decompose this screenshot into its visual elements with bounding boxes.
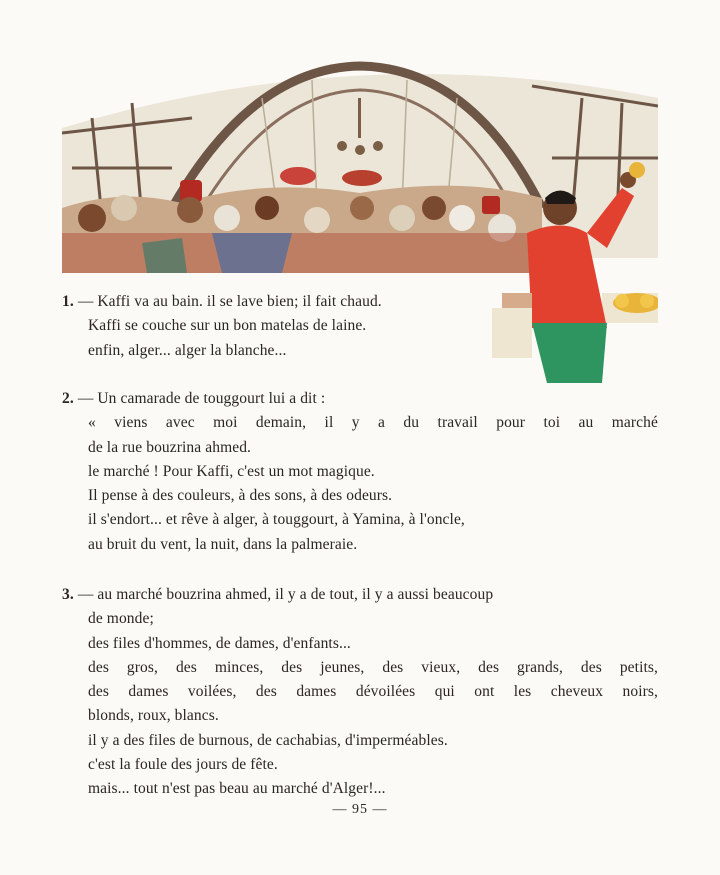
- paragraph-number: 2.: [62, 390, 74, 407]
- text-line: [62, 583, 658, 607]
- line-text: — au marché bouzrina ahmed, il y a de tout, il y a aussi beaucoup: [77, 586, 494, 603]
- text-line: le marché ! Pour Kaffi, c'est un mot magique.: [88, 462, 375, 480]
- line-text: — Un camarade de touggourt lui a dit :: [77, 390, 326, 407]
- paragraph-2: [62, 387, 658, 557]
- text-line: de la rue bouzrina ahmed.: [88, 438, 252, 456]
- text-line: de monde;: [88, 610, 154, 628]
- text-line: [62, 387, 658, 411]
- text-line: mais... tout n'est pas beau au marché d'Alger!...: [88, 780, 386, 798]
- paragraph-number: 1.: [62, 293, 74, 310]
- paragraph-number: 3.: [62, 586, 74, 603]
- text-line: Il pense à des couleurs, à des sons, à des odeurs.: [88, 487, 393, 505]
- text-line: enfin, alger... alger la blanche...: [88, 341, 287, 359]
- text-line: blonds, roux, blancs.: [88, 707, 219, 725]
- text-line: « viens avec moi demain, il y a du travail pour toi au marché: [88, 414, 658, 432]
- text-line: au bruit du vent, la nuit, dans la palmeraie.: [88, 535, 358, 553]
- text-line: des files d'hommes, de dames, d'enfants...: [88, 634, 351, 652]
- page-number: — 95 —: [332, 802, 388, 817]
- paragraph-1: [62, 290, 492, 363]
- text-line: Kaffi se couche sur un bon matelas de laine.: [88, 317, 367, 335]
- text-line: il s'endort... et rêve à alger, à touggourt, à Yamina, à l'oncle,: [88, 511, 465, 529]
- text-line: c'est la foule des jours de fête.: [88, 756, 278, 774]
- text-line: [62, 290, 492, 314]
- text-line: des dames voilées, des dames dévoilées qui ont les cheveux noirs,: [88, 683, 658, 701]
- paragraph-3: [62, 583, 658, 802]
- text-line: il y a des files de burnous, de cachabias, d'imperméables.: [88, 731, 448, 749]
- text-line: des gros, des minces, des jeunes, des vieux, des grands, des petits,: [88, 658, 658, 676]
- line-text: — Kaffi va au bain. il se lave bien; il fait chaud.: [77, 293, 382, 310]
